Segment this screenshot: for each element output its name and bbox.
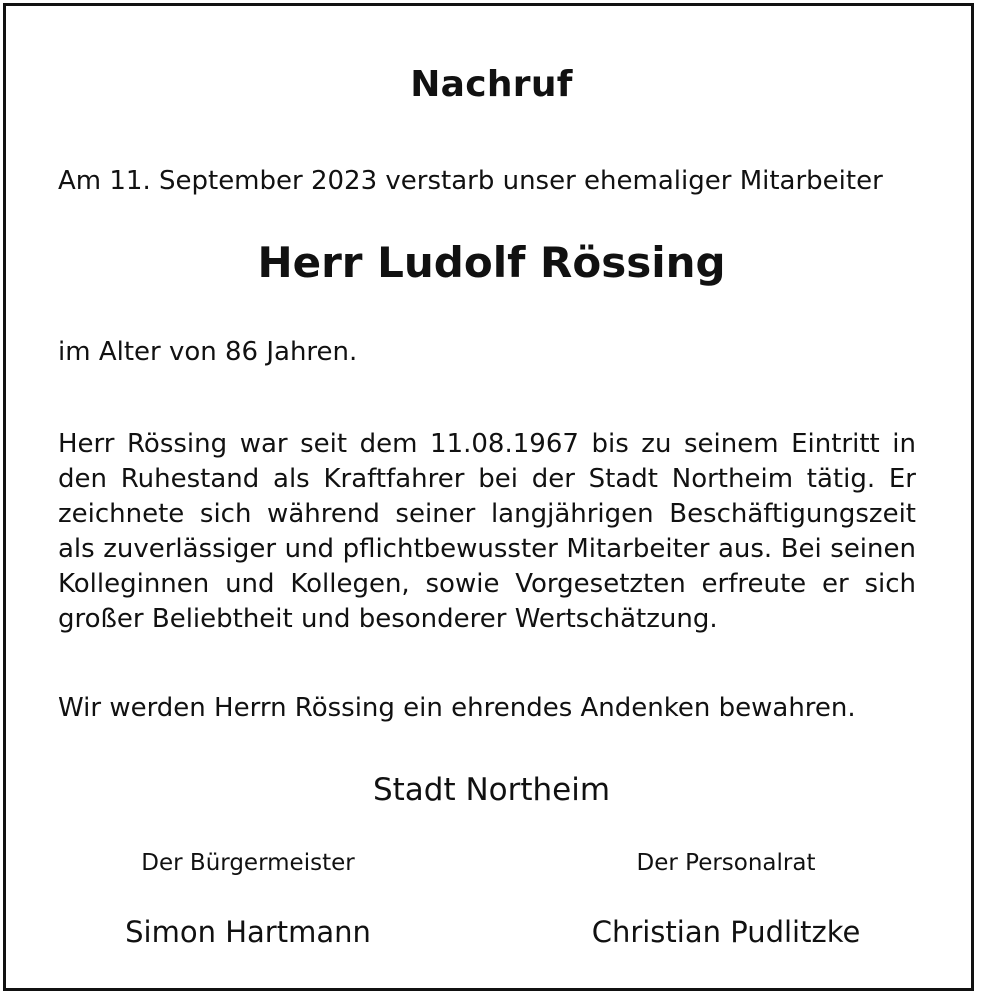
signature-role: Der Personalrat [636,850,816,876]
organization-name: Stadt Northeim [372,772,611,808]
signature-name: Christian Pudlitzke [591,915,861,949]
notice-body: Herr Rössing war seit dem 11.08.1967 bis zu seinem Eintritt in den Ruhestand als Kraftfahrer bei der Stadt Northeim tätig. Er zeichnete sich während seiner langjährigen Beschäftigungszeit als zuverlässiger und pflichtbewusster Mitarbeiter aus. Bei seinen Kolleginnen und Kollegen, sowie Vorgesetzten erfreute er sich großer Beliebtheit und besonderer Wertschätzung. [58,429,916,634]
signature-role: Der Bürgermeister [141,850,355,876]
notice-closing: Wir werden Herrn Rössing ein ehrendes Andenken bewahren. [58,693,856,723]
signature-name: Simon Hartmann [125,915,371,949]
deceased-age: im Alter von 86 Jahren. [58,337,358,367]
notice-title: Nachruf [410,64,573,105]
deceased-name: Herr Ludolf Rössing [257,238,726,287]
notice-intro: Am 11. September 2023 verstarb unser ehemaliger Mitarbeiter [58,166,883,196]
